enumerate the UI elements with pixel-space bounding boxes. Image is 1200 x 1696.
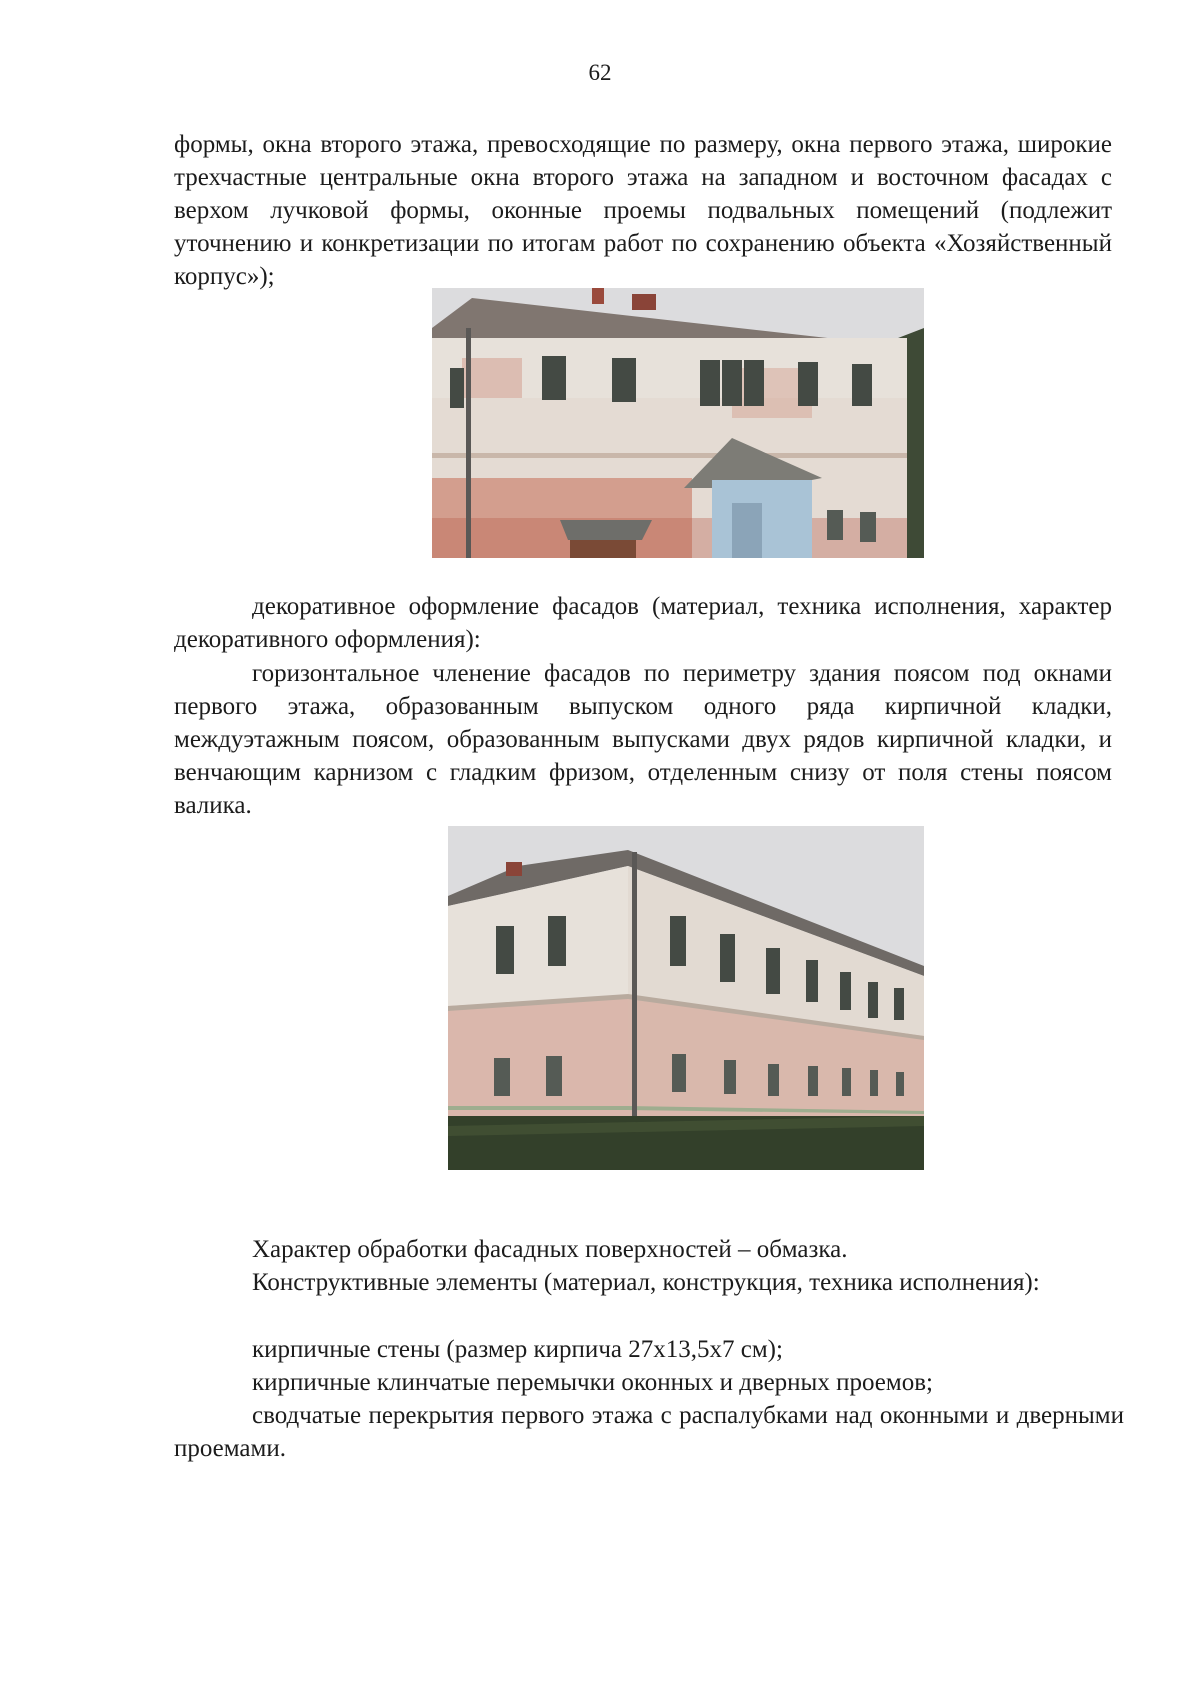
paragraph-horizontal-division: горизонтальное членение фасадов по периметру здания поясом под окнами первого этажа, образованным выпуском одного ряда кирпичной кладки, междуэтажным поясом, образованным выпусками двух рядов кирпичной кладки, и венчающим карнизом с гладким фризом, отделенным снизу от поля стены поясом валика. [174, 660, 1112, 819]
paragraph-surface-treatment: Характер обработки фасадных поверхностей – обмазка. [252, 1236, 848, 1263]
photo-building-corner-view [448, 826, 924, 1170]
paragraph-brick-walls: кирпичные стены (размер кирпича 27х13,5х7 см); [252, 1336, 783, 1363]
paragraph-vaulted-ceilings: сводчатые перекрытия первого этажа с распалубками над оконными и дверными проемами. [174, 1402, 1124, 1462]
page-number: 62 [588, 60, 612, 85]
paragraph-window-forms: формы, окна второго этажа, превосходящие по размеру, окна первого этажа, широкие трехчастные центральные окна второго этажа на западном и восточном фасадах с верхом лучковой формы, оконные проемы подвальных помещений (подлежит уточнению и конкретизации по итогам работ по сохранению объекта «Хозяйственный корпус»); [174, 131, 1112, 290]
photo-facade-with-porch [432, 288, 924, 558]
paragraph-decorative-design: декоративное оформление фасадов (материал, техника исполнения, характер декоративного оформления): [174, 593, 1112, 653]
paragraph-structural-elements: Конструктивные элементы (материал, конструкция, техника исполнения): [252, 1269, 1040, 1296]
paragraph-wedge-lintels: кирпичные клинчатые перемычки оконных и дверных проемов; [252, 1369, 933, 1396]
